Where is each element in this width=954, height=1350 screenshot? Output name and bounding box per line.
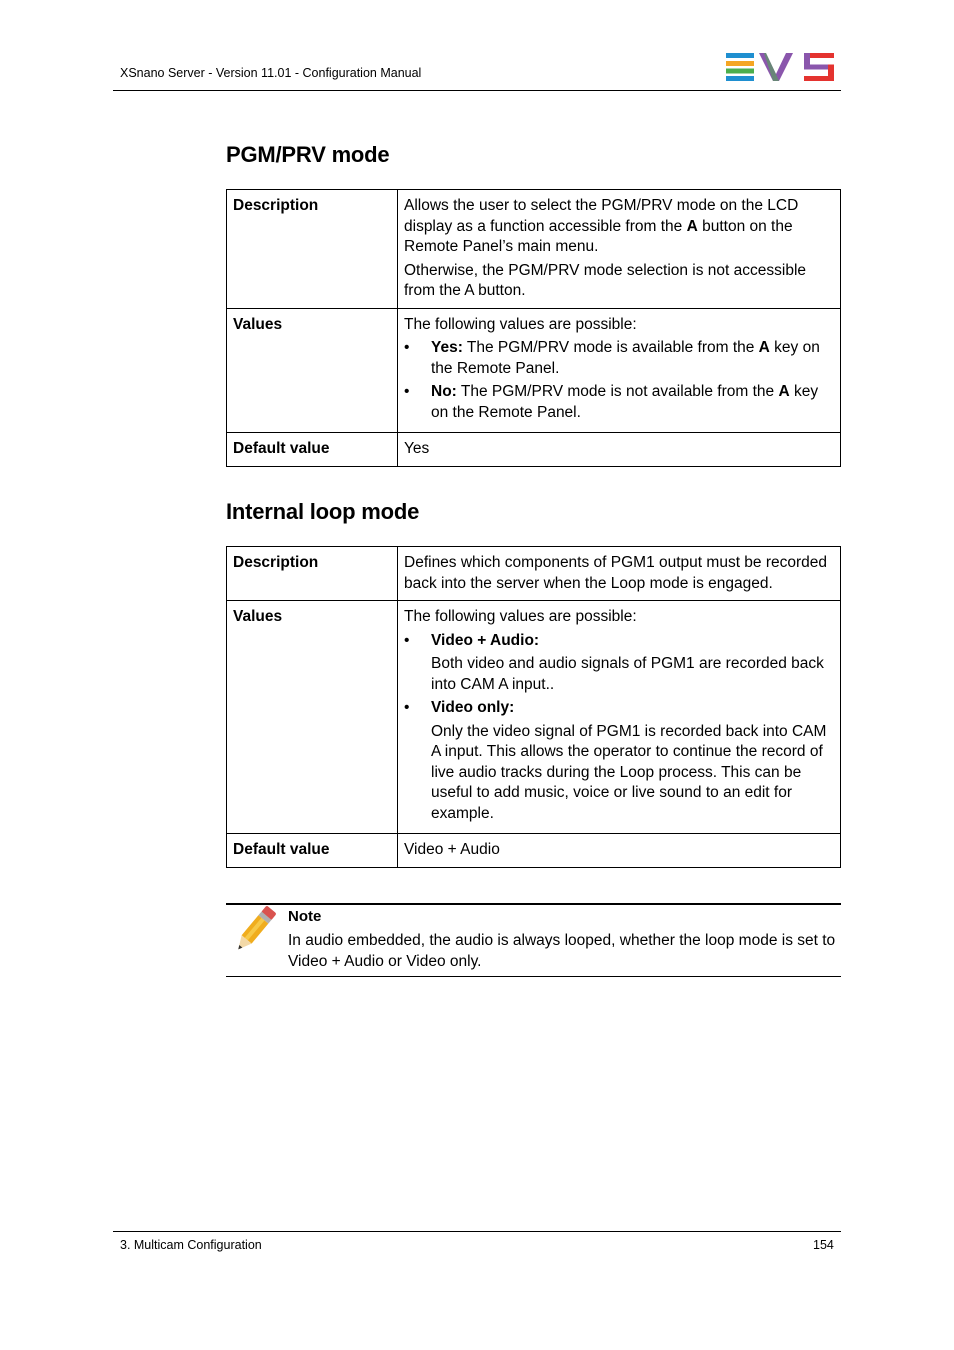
note-body: In audio embedded, the audio is always looped, whether the loop mode is set to Video + Audio or Video only. [288,932,836,970]
row-value [398,601,841,834]
section-heading-pgm-prv: PGM/PRV mode [226,142,390,167]
row-label: Description [227,547,398,601]
option-text: Only the video signal of PGM1 is recorded back into CAM A input. This allows the operator to continue the record of live audio tracks during the Loop process. This can be useful to add music, voice or live sound to an edit for example. [431,722,827,822]
table-row [227,547,841,601]
values-list [404,338,834,423]
row-label: Description [227,190,398,309]
bullet-icon: • [404,339,410,356]
note-top-rule [226,903,841,905]
list-item [404,698,834,824]
evs-logo [726,53,834,81]
option-text: Both video and audio signals of PGM1 are recorded back into CAM A input.. [431,655,824,693]
internal-loop-table [226,546,841,868]
description-paragraph: Allows the user to select the PGM/PRV mode on the LCD display as a function accessible from the A button on the Remote Panel’s main menu. [404,197,799,255]
table-row [227,834,841,868]
list-item: • Yes: The PGM/PRV mode is available from the A key on the Remote Panel. [404,339,820,377]
table-row [227,308,841,433]
page-number: 154 [813,1238,834,1252]
row-value: Video + Audio [398,834,841,868]
option-label: Video + Audio: [431,631,540,649]
table-row [227,433,841,467]
table-row [227,190,841,309]
header-divider [113,90,841,91]
note-bottom-rule [226,976,841,977]
pencil-icon [232,906,280,952]
list-item [404,631,834,696]
row-value: Defines which components of PGM1 output must be recorded back into the server when the Loop mode is engaged. [398,547,841,601]
section-heading-internal-loop: Internal loop mode [226,499,420,524]
bullet-icon: • [404,383,410,400]
row-value: Yes [398,433,841,467]
values-intro: The following values are possible: [404,608,637,625]
footer-chapter: 3. Multicam Configuration [120,1238,262,1252]
row-label: Default value [227,834,398,868]
bullet-icon: • [404,631,410,649]
footer-divider [113,1231,841,1232]
row-label: Default value [227,433,398,467]
row-label: Values [227,308,398,433]
values-list [404,631,834,825]
values-intro: The following values are possible: [404,315,637,333]
header-title: XSnano Server - Version 11.01 - Configuration Manual [120,66,422,80]
option-label: Video only: [431,699,515,716]
note-title: Note [288,908,322,925]
row-value [398,190,841,309]
pgm-prv-table [226,189,841,467]
list-item: • No: The PGM/PRV mode is not available from the A key on the Remote Panel. [404,383,819,421]
table-row [227,601,841,834]
description-paragraph: Otherwise, the PGM/PRV mode selection is not accessible from the A button. [404,261,807,299]
row-label: Values [227,601,398,834]
row-value [398,308,841,433]
bullet-icon: • [404,699,410,716]
